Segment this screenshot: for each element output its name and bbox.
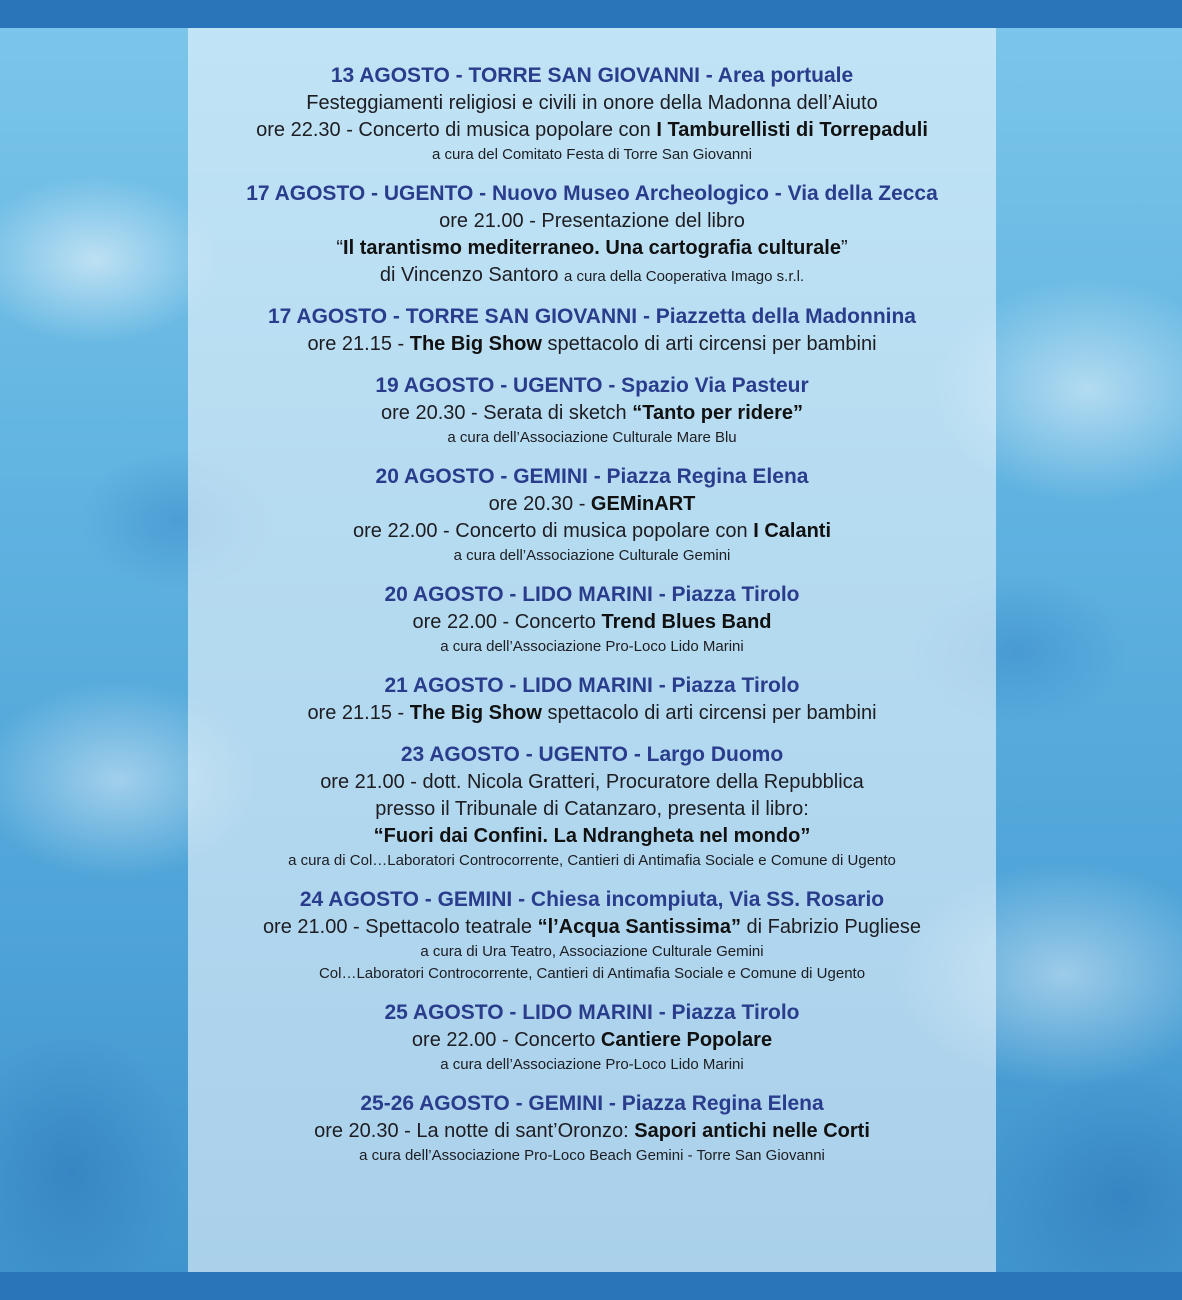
- event-heading: 19 AGOSTO - UGENTO - Spazio Via Pasteur: [375, 374, 809, 397]
- event-item: [188, 581, 996, 658]
- event-highlight: The Big Show: [409, 702, 542, 724]
- event-program: [188, 62, 996, 1181]
- event-item: [188, 1090, 996, 1167]
- event-credit: a cura dell’Associazione Pro-Loco Lido Marini: [440, 638, 744, 655]
- event-highlight: I Calanti: [753, 520, 832, 542]
- event-highlight: “Fuori dai Confini. La Ndrangheta nel mondo”: [373, 825, 811, 847]
- event-credit: a cura della Cooperativa Imago s.r.l.: [564, 268, 805, 285]
- event-detail: [188, 117, 996, 144]
- event-highlight: Il tarantismo mediterraneo. Una cartografia culturale: [343, 237, 841, 259]
- event-heading: 25-26 AGOSTO - GEMINI - Piazza Regina Elena: [360, 1092, 824, 1115]
- event-detail-text: ore 22.00 - Concerto di musica popolare con: [352, 520, 754, 542]
- event-highlight: The Big Show: [409, 333, 542, 355]
- event-detail: ore 21.00 - Presentazione del libro: [439, 210, 745, 232]
- event-item: [188, 999, 996, 1076]
- event-detail-text: ore 21.00 - Spettacolo teatrale: [262, 916, 538, 938]
- event-detail-text: di Fabrizio Pugliese: [740, 916, 922, 938]
- event-item: [188, 741, 996, 872]
- event-detail: [188, 400, 996, 427]
- event-author: di Vincenzo Santoro: [379, 264, 565, 286]
- top-border-bar: [0, 0, 1182, 28]
- event-detail-text: ore 22.00 - Concerto: [412, 611, 602, 633]
- event-detail: [188, 700, 996, 727]
- close-quote: ”: [840, 237, 848, 259]
- event-detail-text: ore 21.15 -: [307, 702, 410, 724]
- event-heading: 20 AGOSTO - GEMINI - Piazza Regina Elena: [375, 465, 809, 488]
- event-credit: a cura dell’Associazione Pro-Loco Beach Gemini - Torre San Giovanni: [359, 1147, 825, 1164]
- event-item: [188, 303, 996, 358]
- event-detail: ore 21.00 - dott. Nicola Gratteri, Procuratore della Repubblica: [320, 771, 864, 793]
- event-credit: a cura di Ura Teatro, Associazione Culturale Gemini: [420, 943, 764, 960]
- event-author-line: [188, 262, 996, 289]
- event-heading: 20 AGOSTO - LIDO MARINI - Piazza Tirolo: [384, 583, 800, 606]
- event-highlight: “l’Acqua Santissima”: [537, 916, 741, 938]
- event-detail: [188, 1118, 996, 1145]
- event-book-title: [188, 823, 996, 850]
- event-credit: a cura dell’Associazione Culturale Mare Blu: [447, 429, 737, 446]
- event-detail-text: ore 22.00 - Concerto: [411, 1029, 601, 1051]
- event-highlight: GEMinART: [590, 493, 696, 515]
- event-item: [188, 886, 996, 985]
- event-heading: 17 AGOSTO - UGENTO - Nuovo Museo Archeologico - Via della Zecca: [246, 182, 938, 205]
- event-detail: [188, 609, 996, 636]
- event-detail-text: spettacolo di arti circensi per bambini: [541, 333, 877, 355]
- event-highlight: “Tanto per ridere”: [632, 402, 804, 424]
- event-heading: 25 AGOSTO - LIDO MARINI - Piazza Tirolo: [384, 1001, 800, 1024]
- event-detail-text: ore 22.30 - Concerto di musica popolare con: [256, 119, 657, 141]
- open-quote: “: [336, 237, 344, 259]
- event-detail-text: ore 21.15 -: [307, 333, 410, 355]
- event-detail: [188, 331, 996, 358]
- event-heading: 24 AGOSTO - GEMINI - Chiesa incompiuta, Via SS. Rosario: [299, 888, 885, 911]
- event-item: [188, 672, 996, 727]
- bottom-border-bar: [0, 1272, 1182, 1300]
- event-highlight: Trend Blues Band: [601, 611, 772, 633]
- event-item: [188, 180, 996, 289]
- event-highlight: I Tamburellisti di Torrepaduli: [656, 119, 928, 141]
- event-heading: 13 AGOSTO - TORRE SAN GIOVANNI - Area portuale: [330, 64, 854, 87]
- event-detail-text: ore 20.30 - La notte di sant’Oronzo:: [314, 1120, 635, 1142]
- event-item: [188, 463, 996, 567]
- event-detail-text: ore 20.30 - Serata di sketch: [380, 402, 633, 424]
- event-item: [188, 372, 996, 449]
- event-book-title: [188, 235, 996, 262]
- event-credit: a cura del Comitato Festa di Torre San Giovanni: [432, 146, 752, 163]
- event-description: Festeggiamenti religiosi e civili in onore della Madonna dell’Aiuto: [306, 92, 878, 114]
- event-heading: 21 AGOSTO - LIDO MARINI - Piazza Tirolo: [384, 674, 800, 697]
- event-item: [188, 62, 996, 166]
- event-highlight: Sapori antichi nelle Corti: [634, 1120, 870, 1142]
- event-heading: 17 AGOSTO - TORRE SAN GIOVANNI - Piazzetta della Madonnina: [268, 305, 916, 328]
- event-detail: [188, 518, 996, 545]
- event-credit: Col…Laboratori Controcorrente, Cantieri di Antimafia Sociale e Comune di Ugento: [318, 965, 866, 982]
- event-detail: [188, 491, 996, 518]
- event-credit: a cura di Col…Laboratori Controcorrente, Cantieri di Antimafia Sociale e Comune di Ugento: [288, 852, 896, 869]
- event-detail: presso il Tribunale di Catanzaro, presenta il libro:: [375, 798, 809, 820]
- event-heading: 23 AGOSTO - UGENTO - Largo Duomo: [400, 743, 784, 766]
- event-highlight: Cantiere Popolare: [600, 1029, 773, 1051]
- event-credit: a cura dell’Associazione Pro-Loco Lido Marini: [440, 1056, 744, 1073]
- event-detail: [188, 1027, 996, 1054]
- event-detail-text: spettacolo di arti circensi per bambini: [541, 702, 877, 724]
- event-detail: [188, 914, 996, 941]
- event-credit: a cura dell’Associazione Culturale Gemini: [453, 547, 731, 564]
- event-detail-text: ore 20.30 -: [488, 493, 591, 515]
